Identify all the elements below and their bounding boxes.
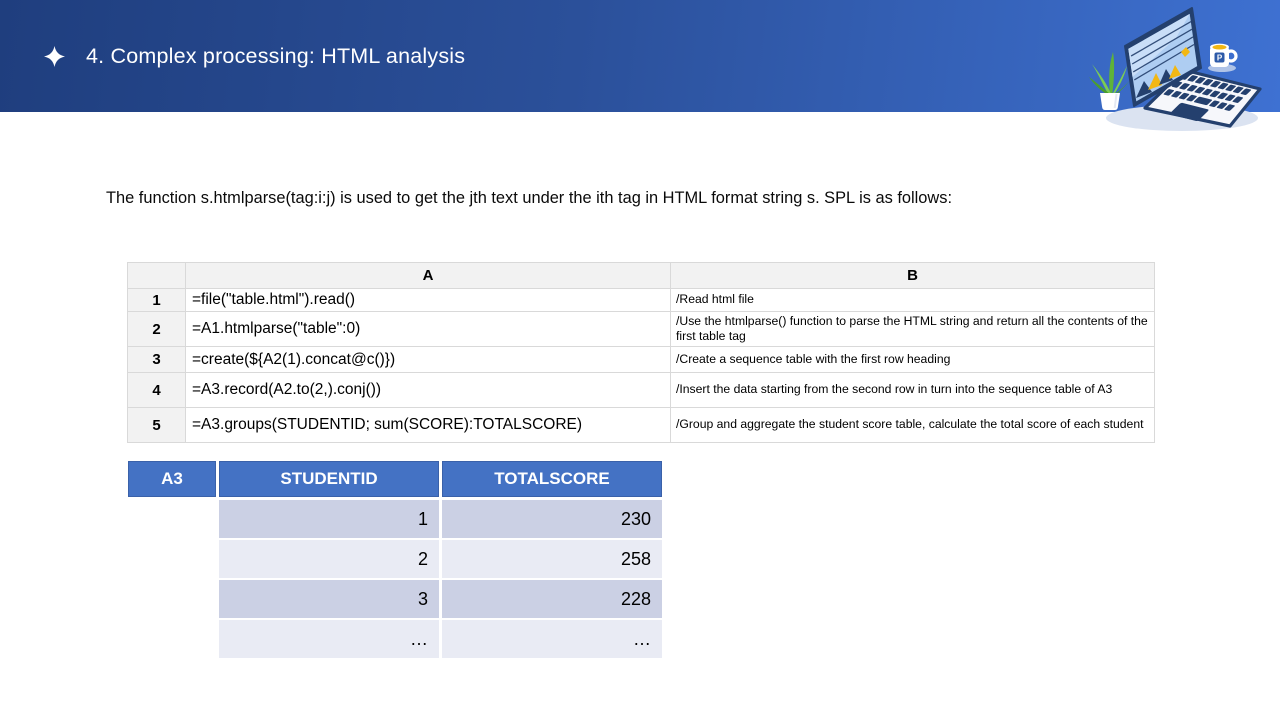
row-number: 4 xyxy=(128,373,186,408)
result-value: 228 xyxy=(442,580,662,618)
table-row xyxy=(128,289,1155,312)
star-icon xyxy=(44,46,65,67)
formula-cell: =file("table.html").read() xyxy=(186,289,671,312)
row-number: 1 xyxy=(128,289,186,312)
row-number: 2 xyxy=(128,312,186,347)
comment-cell: /Read html file xyxy=(671,289,1155,312)
formula-cell: =A3.groups(STUDENTID; sum(SCORE):TOTALSCORE) xyxy=(186,408,671,443)
result-value: 2 xyxy=(219,540,439,578)
table-row xyxy=(128,312,1155,347)
result-table xyxy=(128,461,662,658)
table-row xyxy=(128,347,1155,373)
empty-cell xyxy=(128,580,216,618)
result-value: 1 xyxy=(219,500,439,538)
plant-icon xyxy=(1089,52,1131,110)
slide-title: 4. Complex processing: HTML analysis xyxy=(86,43,466,68)
mug-icon xyxy=(1210,44,1236,67)
result-value: 230 xyxy=(442,500,662,538)
laptop-icon xyxy=(1125,8,1260,126)
column-header-a: A xyxy=(186,263,671,289)
comment-cell: /Use the htmlparse() function to parse the HTML string and return all the contents of the first table tag xyxy=(671,312,1155,347)
result-cell-ref: A3 xyxy=(128,461,216,497)
spl-code-table xyxy=(127,262,1155,443)
result-value: 258 xyxy=(442,540,662,578)
result-column-studentid: STUDENTID xyxy=(219,461,439,497)
result-column-totalscore: TOTALSCORE xyxy=(442,461,662,497)
empty-cell xyxy=(128,620,216,658)
comment-cell: /Insert the data starting from the second row in turn into the sequence table of A3 xyxy=(671,373,1155,408)
corner-cell xyxy=(128,263,186,289)
result-value: … xyxy=(442,620,662,658)
table-row xyxy=(128,408,1155,443)
table-row xyxy=(128,373,1155,408)
comment-cell: /Create a sequence table with the first row heading xyxy=(671,347,1155,373)
formula-cell: =A3.record(A2.to(2,).conj()) xyxy=(186,373,671,408)
empty-cell xyxy=(128,540,216,578)
result-value: 3 xyxy=(219,580,439,618)
comment-cell: /Group and aggregate the student score table, calculate the total score of each student xyxy=(671,408,1155,443)
empty-cell xyxy=(128,500,216,538)
formula-cell: =A1.htmlparse("table":0) xyxy=(186,312,671,347)
formula-cell: =create(${A2(1).concat@c()}) xyxy=(186,347,671,373)
intro-text: The function s.htmlparse(tag:i:j) is used to get the jth text under the ith tag in HTML format string s. SPL is as follows: xyxy=(106,189,953,207)
laptop-illustration xyxy=(1064,2,1264,147)
mug-logo: P xyxy=(1216,53,1223,63)
row-number: 5 xyxy=(128,408,186,443)
column-header-b: B xyxy=(671,263,1155,289)
result-value: … xyxy=(219,620,439,658)
row-number: 3 xyxy=(128,347,186,373)
